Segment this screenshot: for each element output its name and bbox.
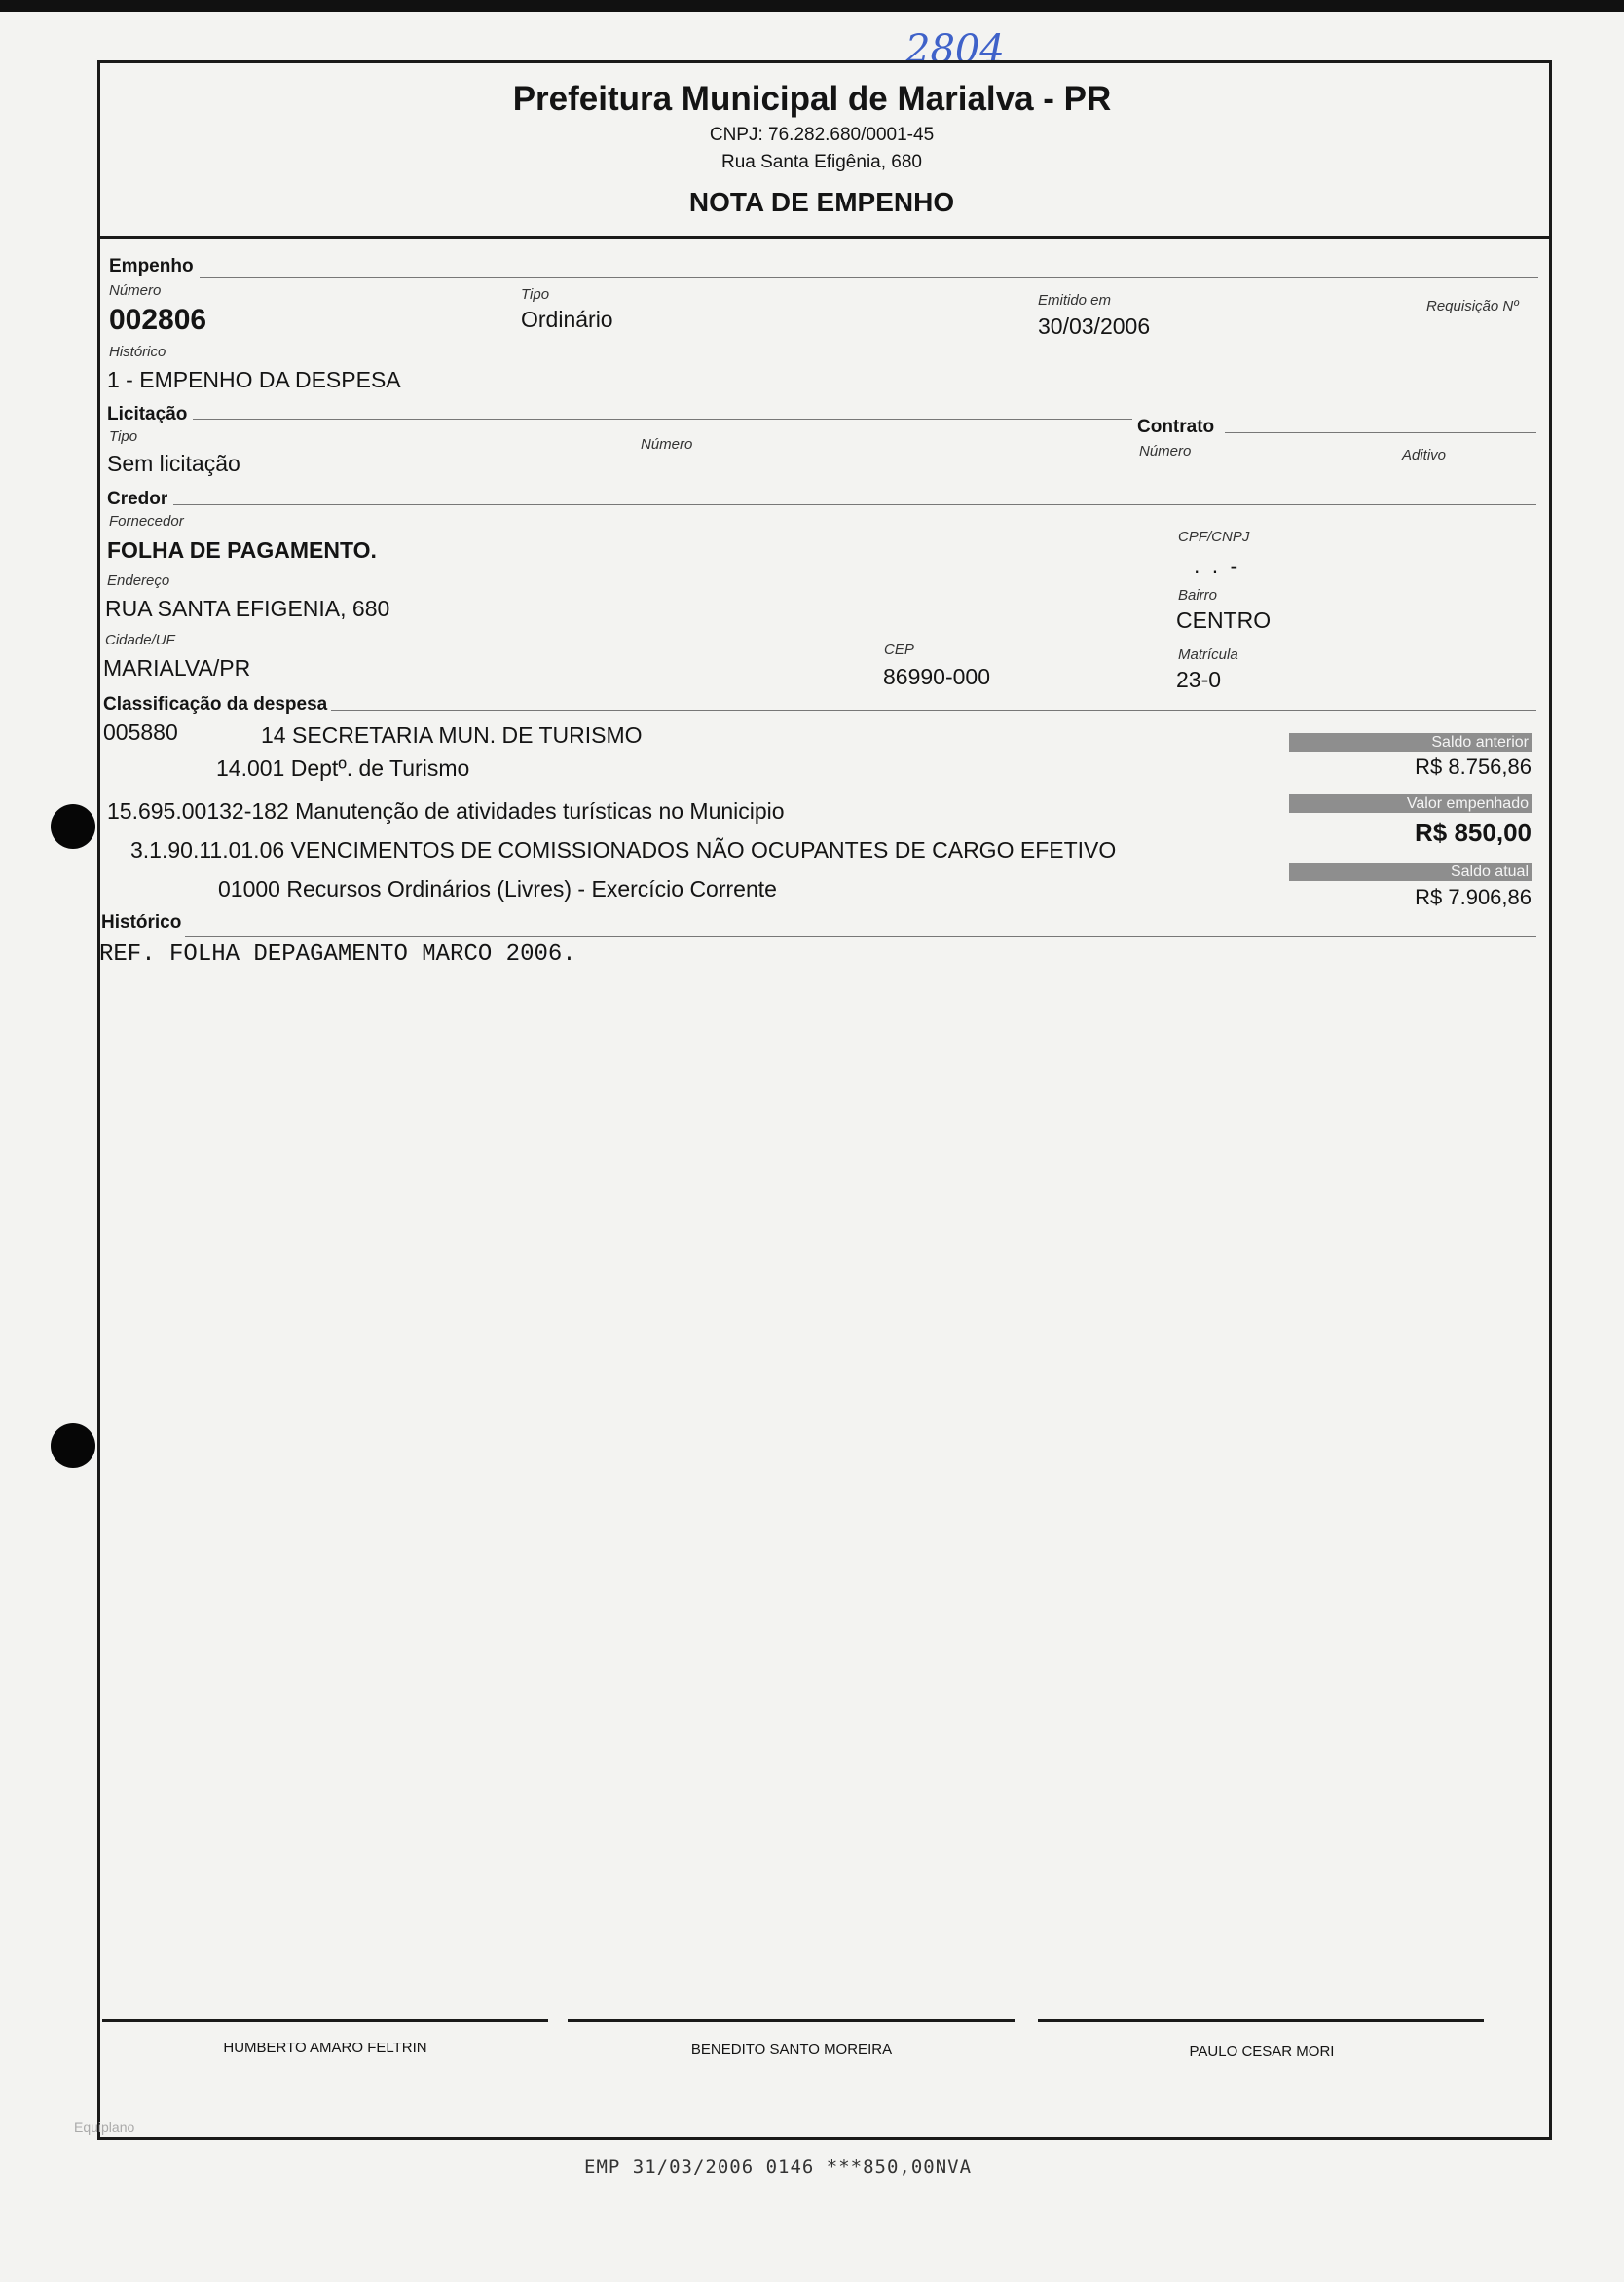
cidade-value: MARIALVA/PR	[103, 655, 251, 681]
licitacao-numero-label: Número	[641, 436, 693, 453]
valor-empenhado-value: R$ 850,00	[1415, 818, 1532, 847]
credor-section-title: Credor	[107, 489, 168, 509]
saldo-anterior-badge: Saldo anterior	[1289, 733, 1532, 752]
punch-hole-top	[51, 804, 95, 849]
handwritten-page-number: 2804	[905, 27, 1005, 72]
cep-label: CEP	[884, 642, 914, 658]
signature-name-1: HUMBERTO AMARO FELTRIN	[223, 2040, 427, 2056]
fornecedor-value: FOLHA DE PAGAMENTO.	[107, 537, 377, 563]
footer-brand: Equiplano	[74, 2119, 135, 2135]
contrato-aditivo-label: Aditivo	[1402, 447, 1447, 463]
valor-empenhado-badge: Valor empenhado	[1289, 794, 1532, 813]
classificacao-fonte: 01000 Recursos Ordinários (Livres) - Exercício Corrente	[218, 876, 777, 902]
historico-text: REF. FOLHA DEPAGAMENTO MARCO 2006.	[99, 941, 576, 968]
historico-section-title: Histórico	[101, 912, 182, 933]
cidade-label: Cidade/UF	[105, 632, 175, 648]
emitido-date: 30/03/2006	[1038, 313, 1151, 339]
classificacao-secretaria: 14 SECRETARIA MUN. DE TURISMO	[261, 722, 643, 748]
cpf-cnpj-label: CPF/CNPJ	[1178, 529, 1250, 545]
signature-line-2	[568, 2019, 1015, 2022]
endereco-label: Endereço	[107, 572, 170, 589]
header-separator	[97, 236, 1552, 239]
requisicao-label: Requisição Nº	[1426, 298, 1519, 314]
scan-top-edge	[0, 0, 1624, 12]
bairro-label: Bairro	[1178, 587, 1218, 604]
empenho-historico: 1 - EMPENHO DA DESPESA	[107, 367, 401, 392]
classificacao-elemento: 3.1.90.11.01.06 VENCIMENTOS DE COMISSIONADOS NÃO OCUPANTES DE CARGO EFETIVO	[130, 837, 1117, 863]
contrato-rule	[1225, 432, 1536, 433]
endereco-value: RUA SANTA EFIGENIA, 680	[105, 596, 390, 621]
classificacao-programa: 15.695.00132-182 Manutenção de atividades turísticas no Municipio	[107, 798, 785, 824]
page-title: Prefeitura Municipal de Marialva - PR	[512, 80, 1112, 118]
classificacao-rule	[331, 710, 1536, 711]
empenho-numero: 002806	[109, 304, 207, 336]
cnpj-text: CNPJ: 76.282.680/0001-45	[709, 125, 935, 145]
signature-name-3: PAULO CESAR MORI	[1189, 2043, 1335, 2060]
emitido-label: Emitido em	[1038, 292, 1112, 309]
credor-rule	[173, 504, 1536, 505]
bairro-value: CENTRO	[1176, 607, 1272, 633]
document-type: NOTA DE EMPENHO	[688, 187, 955, 217]
signature-line-3	[1038, 2019, 1484, 2022]
address-text: Rua Santa Efigênia, 680	[721, 152, 922, 172]
empenho-tipo: Ordinário	[521, 307, 613, 332]
saldo-atual-badge: Saldo atual	[1289, 863, 1532, 881]
fornecedor-label: Fornecedor	[109, 513, 184, 530]
licitacao-rule	[193, 419, 1132, 420]
licitacao-tipo-label: Tipo	[109, 428, 138, 445]
saldo-anterior-value: R$ 8.756,86	[1415, 755, 1532, 779]
empenho-rule	[200, 277, 1538, 278]
classificacao-departamento: 14.001 Deptº. de Turismo	[216, 755, 470, 781]
empenho-section-title: Empenho	[109, 256, 194, 276]
classificacao-section-title: Classificação da despesa	[103, 694, 328, 715]
licitacao-tipo: Sem licitação	[107, 451, 240, 476]
cpf-cnpj-value: . . -	[1194, 553, 1241, 578]
contrato-numero-label: Número	[1139, 443, 1192, 460]
classificacao-code: 005880	[103, 719, 178, 745]
cep-value: 86990-000	[883, 664, 990, 689]
matricula-value: 23-0	[1176, 667, 1222, 692]
signature-line-1	[102, 2019, 548, 2022]
matricula-label: Matrícula	[1178, 646, 1238, 663]
signature-name-2: BENEDITO SANTO MOREIRA	[690, 2042, 893, 2058]
empenho-tipo-label: Tipo	[521, 286, 550, 303]
saldo-atual-value: R$ 7.906,86	[1415, 885, 1532, 909]
licitacao-section-title: Licitação	[107, 404, 188, 424]
bank-stamp: EMP 31/03/2006 0146 ***850,00NVA	[584, 2156, 973, 2178]
punch-hole-bottom	[51, 1423, 95, 1468]
empenho-numero-label: Número	[109, 282, 162, 299]
empenho-historico-label: Histórico	[109, 344, 166, 360]
historico-rule	[185, 936, 1536, 937]
contrato-section-title: Contrato	[1137, 417, 1215, 437]
